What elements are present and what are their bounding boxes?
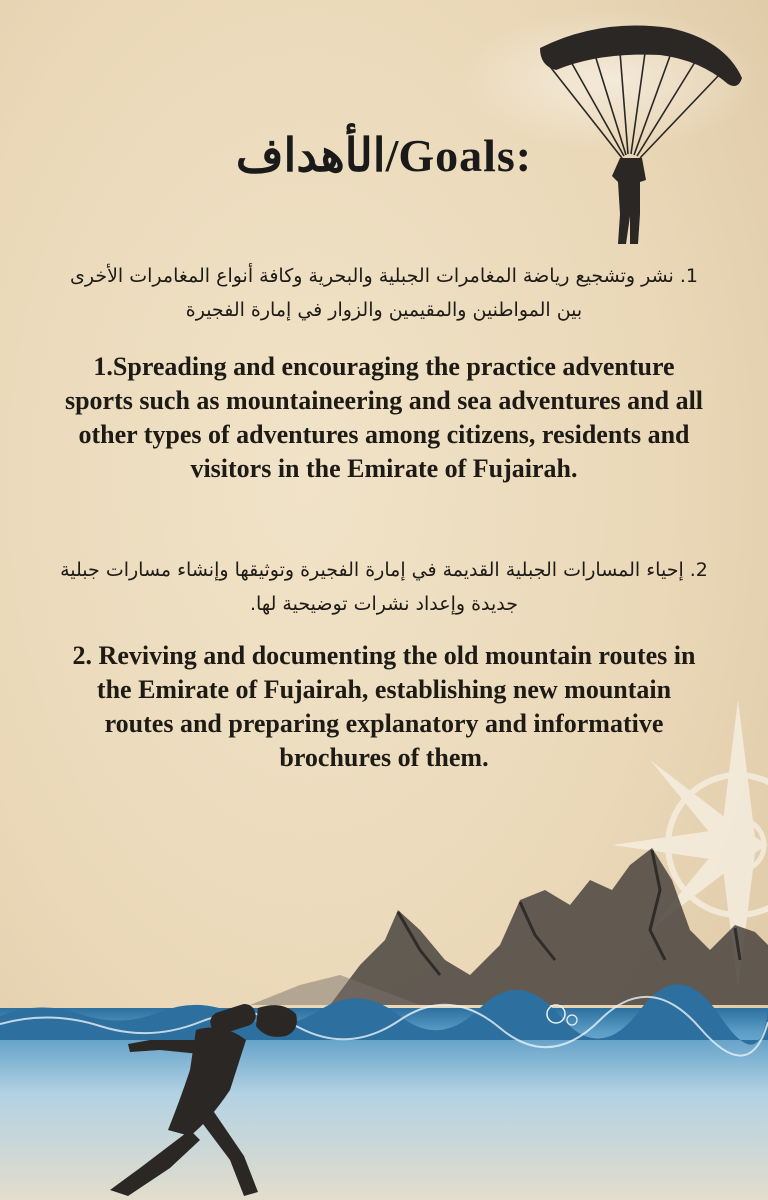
goal-2-arabic: 2. إحياء المسارات الجبلية القديمة في إمارة الفجيرة وتوثيقها وإنشاء مسارات جبلية جديدة وإعداد نشرات توضيحية لها. xyxy=(60,559,708,615)
mountains-icon xyxy=(250,848,768,1005)
goal-2-english: 2. Reviving and documenting the old mountain routes in the Emirate of Fujairah, establishing new mountain routes and preparing explanatory and informative brochures of them. xyxy=(72,641,696,772)
page-title: الأهداف/Goals: xyxy=(235,130,533,181)
water-waves-icon xyxy=(0,984,768,1200)
goal-1-english: 1.Spreading and encouraging the practice adventure sports such as mountaineering and sea adventures and all other types of adventures among citizens, residents and visitors in the Emirate of Fujairah. xyxy=(64,352,704,483)
goal-1-arabic: 1. نشر وتشجيع رياضة المغامرات الجبلية والبحرية وكافة أنواع المغامرات الأخرى بين المواطنين والمقيمين والزوار في إمارة الفجيرة xyxy=(70,265,698,321)
paraglider-icon xyxy=(460,10,760,244)
